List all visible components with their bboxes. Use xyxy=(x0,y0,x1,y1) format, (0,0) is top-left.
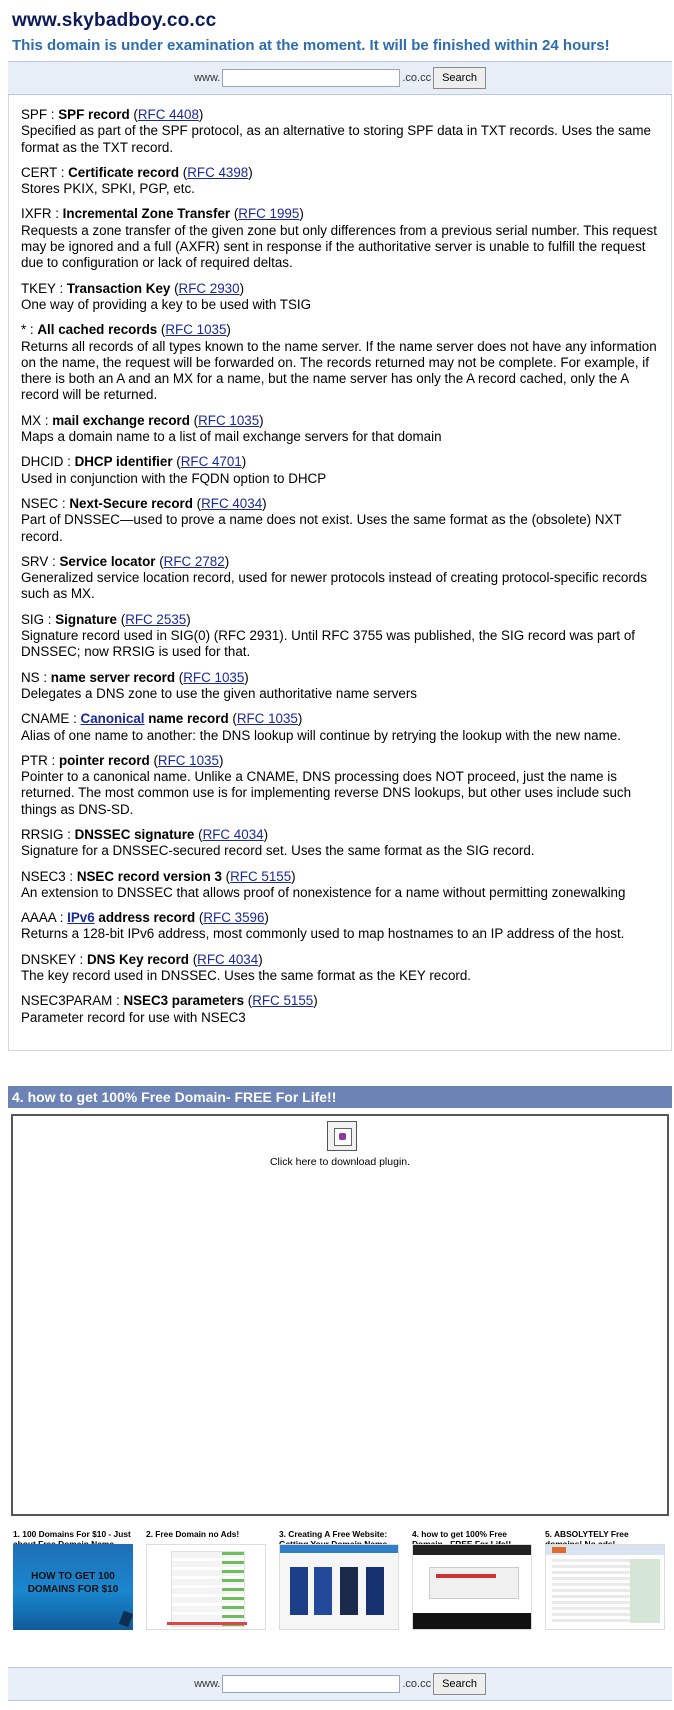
rfc-link[interactable]: RFC 4398 xyxy=(187,164,249,180)
record-name: Next-Secure record xyxy=(69,495,193,511)
rfc-link[interactable]: RFC 4034 xyxy=(201,495,263,511)
dns-record-heading: PTR : pointer record (RFC 1035) xyxy=(21,752,224,768)
video-plugin-area[interactable] xyxy=(11,1114,669,1516)
dns-record-heading: SRV : Service locator (RFC 2782) xyxy=(21,553,230,569)
dns-record xyxy=(21,753,661,818)
record-type: TKEY : xyxy=(21,280,67,296)
dns-record-heading: IXFR : Incremental Zone Transfer (RFC 1995) xyxy=(21,206,304,222)
related-video-title[interactable]: 4. how to get 100% Free xyxy=(412,1529,507,1539)
record-type: NSEC3 : xyxy=(21,868,77,884)
dns-record xyxy=(21,670,661,703)
record-name: Transaction Key xyxy=(66,280,171,296)
domain-search-bar-top xyxy=(8,61,672,95)
record-description: An extension to DNSSEC that allows proof of nonexistence for a name without permitting zonewalking xyxy=(21,884,626,900)
record-name: DNS Key record xyxy=(87,951,189,967)
rfc-link[interactable]: RFC 1035 xyxy=(198,412,260,428)
related-video-4[interactable] xyxy=(412,1529,534,1630)
search-suffix: .co.cc xyxy=(402,72,432,84)
rfc-link[interactable]: RFC 1035 xyxy=(183,669,245,685)
record-name: NSEC record version 3 xyxy=(76,868,222,884)
record-type: SPF : xyxy=(21,107,59,122)
rfc-link[interactable]: RFC 4034 xyxy=(197,951,259,967)
record-type: RRSIG : xyxy=(21,826,75,842)
dns-record xyxy=(21,454,661,487)
record-name: mail exchange record xyxy=(52,412,190,428)
record-name: DNSSEC signature xyxy=(74,826,195,842)
dns-record-heading: NSEC3 : NSEC record version 3 (RFC 5155) xyxy=(21,868,296,884)
record-description: Requests a zone transfer of the given zone but only differences from a previous serial number. This request may be ignored and a full (AXFR) sent in response if the authoritative server is unable to fulfill the request due to configuration or lack of required deltas. xyxy=(21,222,657,271)
rfc-link[interactable]: RFC 4034 xyxy=(202,826,264,842)
rfc-link[interactable]: RFC 1995 xyxy=(238,206,300,222)
dns-record xyxy=(21,206,661,271)
dns-record xyxy=(21,322,661,403)
related-video-title[interactable]: 2. Free Domain no Ads! xyxy=(146,1529,240,1539)
record-type: CERT : xyxy=(21,164,69,180)
record-description: One way of providing a key to be used with TSIG xyxy=(21,296,312,312)
rfc-link[interactable]: RFC 4701 xyxy=(180,454,242,470)
dns-record xyxy=(21,281,661,314)
related-video-3[interactable] xyxy=(279,1529,401,1630)
dns-record-heading: MX : mail exchange record (RFC 1035) xyxy=(21,412,264,428)
dns-record-heading: AAAA : IPv6 address record (RFC 3596) xyxy=(21,910,269,926)
record-description: Used in conjunction with the FQDN option to DHCP xyxy=(21,470,327,486)
record-description: Delegates a DNS zone to use the given authoritative name servers xyxy=(21,685,417,701)
record-name-link[interactable]: Canonical xyxy=(80,711,145,727)
dns-record-heading: DHCID : DHCP identifier (RFC 4701) xyxy=(21,454,247,470)
thumbnail-caption: HOW TO GET 100 DOMAINS FOR $10 xyxy=(27,1571,119,1595)
record-description: Generalized service location record, used for newer protocols instead of creating protocol-specific records such as MX. xyxy=(21,570,647,602)
record-name: Incremental Zone Transfer xyxy=(62,206,231,222)
rfc-link[interactable]: RFC 4408 xyxy=(137,107,199,122)
record-type: SRV : xyxy=(21,553,60,569)
record-name: SPF record xyxy=(58,107,130,122)
video-title: 4. how to get 100% Free Domain- FREE For Life!! xyxy=(8,1086,672,1108)
dns-record xyxy=(21,413,661,446)
record-type: SIG : xyxy=(21,611,56,627)
search-suffix: .co.cc xyxy=(402,1678,432,1690)
related-video-1[interactable] xyxy=(13,1529,135,1630)
dns-record xyxy=(21,554,661,603)
record-name: name record xyxy=(144,711,229,727)
rfc-link[interactable]: RFC 5155 xyxy=(252,993,314,1009)
dns-record xyxy=(21,993,661,1026)
dns-record xyxy=(21,165,661,198)
dns-record-heading: DNSKEY : DNS Key record (RFC 4034) xyxy=(21,951,263,967)
record-name: NSEC3 parameters xyxy=(123,993,245,1009)
record-description: The key record used in DNSSEC. Uses the same format as the KEY record. xyxy=(21,968,472,984)
record-type: NS : xyxy=(21,669,51,685)
dns-record xyxy=(21,869,661,902)
rfc-link[interactable]: RFC 2930 xyxy=(178,280,240,296)
related-videos xyxy=(13,1529,673,1635)
record-type: AAAA : xyxy=(21,910,68,926)
rfc-link[interactable]: RFC 2782 xyxy=(163,553,225,569)
rfc-link[interactable]: RFC 3596 xyxy=(203,910,265,926)
dns-record-heading: NS : name server record (RFC 1035) xyxy=(21,669,249,685)
record-type: NSEC : xyxy=(21,495,70,511)
record-description: Stores PKIX, SPKI, PGP, etc. xyxy=(21,181,195,197)
dns-records-list xyxy=(8,95,672,1051)
related-video-title[interactable]: 3. Creating A Free Website: xyxy=(279,1529,388,1539)
record-name: Certificate record xyxy=(68,164,180,180)
dns-record-heading: RRSIG : DNSSEC signature (RFC 4034) xyxy=(21,826,269,842)
dns-record-heading: SPF : SPF record (RFC 4408) xyxy=(21,107,204,122)
record-description: Returns a 128-bit IPv6 address, most commonly used to map hostnames to an IP address of the host. xyxy=(21,926,625,942)
examination-notice: This domain is under examination at the moment. It will be finished within 24 hours! xyxy=(12,37,610,54)
dns-record xyxy=(21,711,661,744)
dns-record-heading: * : All cached records (RFC 1035) xyxy=(21,322,231,338)
record-description: Alias of one name to another: the DNS lookup will continue by retrying the lookup with the new name. xyxy=(21,727,621,743)
dns-record-heading: NSEC : Next-Secure record (RFC 4034) xyxy=(21,495,267,511)
record-type: NSEC3PARAM : xyxy=(21,993,124,1009)
dns-record-heading: NSEC3PARAM : NSEC3 parameters (RFC 5155) xyxy=(21,993,318,1009)
record-description: Maps a domain name to a list of mail exchange servers for that domain xyxy=(21,429,442,445)
record-name: Signature xyxy=(55,611,117,627)
record-description: Returns all records of all types known to the name server. If the name server does not have any information on the name, the request will be forwarded on. The records returned may not be complete. For example, if there is both an A and an MX for a name, but the name server has only the A record cached, only the A record will be returned. xyxy=(21,338,657,403)
dns-record-heading: CERT : Certificate record (RFC 4398) xyxy=(21,164,253,180)
record-name: DHCP identifier xyxy=(74,454,173,470)
rfc-link[interactable]: RFC 1035 xyxy=(165,322,227,338)
search-prefix: www. xyxy=(194,72,221,84)
related-video-5[interactable] xyxy=(545,1529,667,1630)
record-type: MX : xyxy=(21,412,53,428)
record-type: PTR : xyxy=(21,752,59,768)
related-video-thumbnail[interactable] xyxy=(146,1544,266,1630)
rfc-link[interactable]: RFC 2535 xyxy=(125,611,187,627)
record-type: DHCID : xyxy=(21,454,75,470)
dns-record-heading: CNAME : Canonical name record (RFC 1035) xyxy=(21,711,303,727)
dns-record xyxy=(21,910,661,943)
record-type: CNAME : xyxy=(21,711,81,727)
rfc-link[interactable]: RFC 5155 xyxy=(230,868,292,884)
dns-record xyxy=(21,952,661,985)
record-name: Service locator xyxy=(59,553,156,569)
related-video-thumbnail[interactable] xyxy=(279,1544,399,1630)
related-video-title[interactable]: 1. 100 Domains For $10 - Just xyxy=(13,1529,131,1539)
dns-record-heading: TKEY : Transaction Key (RFC 2930) xyxy=(21,280,245,296)
leaf-icon xyxy=(119,1611,133,1628)
site-title: www.skybadboy.co.cc xyxy=(12,10,217,31)
record-description: Parameter record for use with NSEC3 xyxy=(21,1009,246,1025)
dns-record xyxy=(21,496,661,545)
record-description: Specified as part of the SPF protocol, as an alternative to storing SPF data in TXT records. Uses the same format as the TXT record. xyxy=(21,123,651,155)
record-name: pointer record xyxy=(58,752,150,768)
plugin-icon[interactable] xyxy=(327,1121,357,1151)
record-description: Pointer to a canonical name. Unlike a CNAME, DNS processing does NOT proceed, just the name is returned. The most common use is for implementing reverse DNS lookups, but other uses include such things as DNS-SD. xyxy=(21,769,632,817)
dns-record xyxy=(21,827,661,860)
search-button-bottom[interactable]: Search xyxy=(433,1673,486,1695)
rfc-link[interactable]: RFC 1035 xyxy=(157,752,219,768)
dns-record-heading: SIG : Signature (RFC 2535) xyxy=(21,611,191,627)
rfc-link[interactable]: RFC 1035 xyxy=(236,711,298,727)
related-video-thumbnail[interactable] xyxy=(412,1544,532,1630)
download-plugin-link[interactable]: Click here to download plugin. xyxy=(269,1156,411,1168)
dns-record xyxy=(21,107,661,156)
search-button-top[interactable]: Search xyxy=(433,67,486,89)
record-name: All cached records xyxy=(37,322,158,338)
record-name-link[interactable]: IPv6 xyxy=(67,910,95,926)
record-type: IXFR : xyxy=(21,206,63,222)
dns-record xyxy=(21,612,661,661)
domain-search-bar-bottom xyxy=(8,1667,672,1701)
record-description: Part of DNSSEC—used to prove a name does not exist. Uses the same format as the (obsolete) NXT record. xyxy=(21,512,622,544)
domain-search-input-top[interactable] xyxy=(222,69,400,87)
record-description: Signature record used in SIG(0) (RFC 2931). Until RFC 3755 was published, the SIG record was part of DNSSEC; now RRSIG is used for that. xyxy=(21,628,636,660)
record-type: DNSKEY : xyxy=(21,951,87,967)
record-name: name server record xyxy=(50,669,176,685)
related-video-2[interactable] xyxy=(146,1529,268,1630)
related-video-thumbnail[interactable] xyxy=(545,1544,665,1630)
search-prefix: www. xyxy=(194,1678,221,1690)
record-name: address record xyxy=(94,910,196,926)
domain-search-input-bottom[interactable] xyxy=(222,1675,400,1693)
related-video-title[interactable]: 5. ABSOLYTELY Free xyxy=(545,1529,629,1539)
record-description: Signature for a DNSSEC-secured record set. Uses the same format as the SIG record. xyxy=(21,843,535,859)
record-type: * : xyxy=(21,322,38,338)
related-video-thumbnail[interactable] xyxy=(13,1544,133,1630)
